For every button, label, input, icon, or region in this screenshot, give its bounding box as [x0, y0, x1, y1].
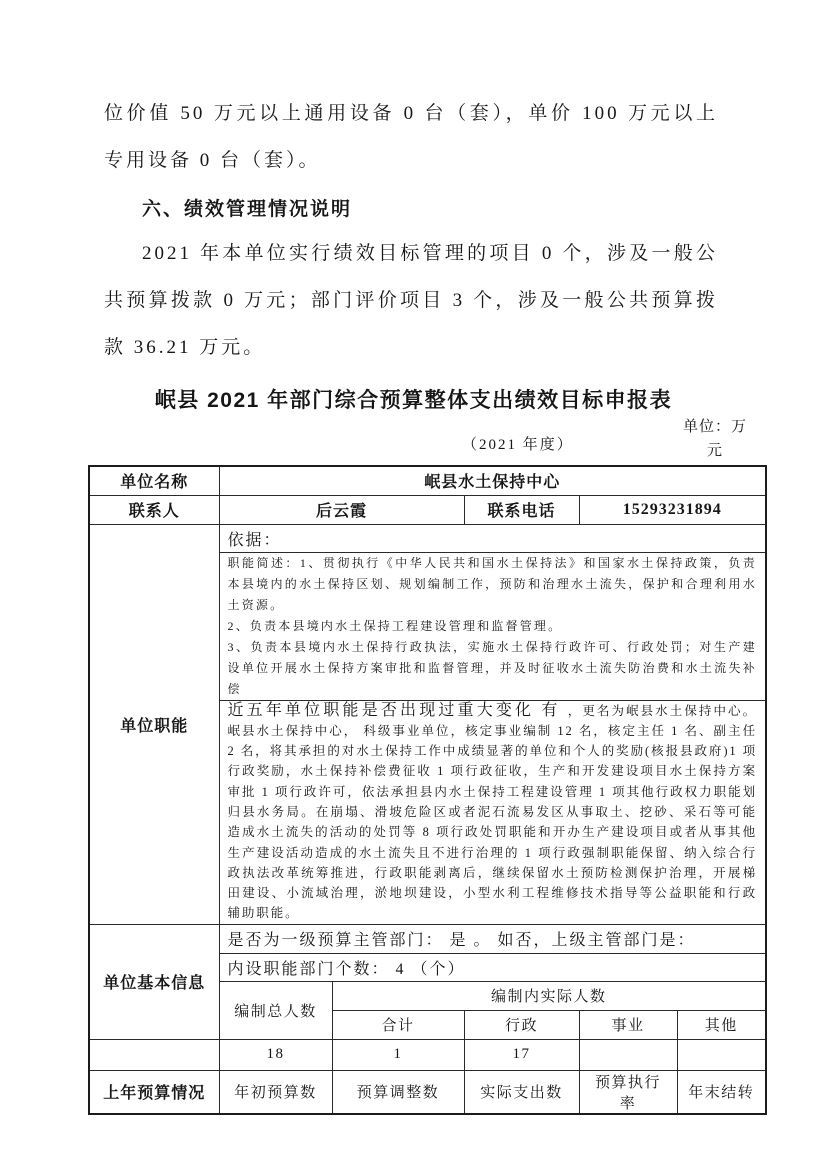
contact-label: 联系人	[89, 495, 219, 524]
table-title: 岷县 2021 年部门综合预算整体支出绩效目标申报表	[154, 389, 673, 412]
functions-summary-item-2: 2、负责本县境内水土保持工程建设管理和监督管理。	[227, 618, 563, 633]
staff-value-total: 18	[219, 1039, 332, 1070]
table-meta-row	[88, 419, 765, 465]
staff-col-institution: 事业	[579, 1010, 677, 1039]
staff-total-label: 编制总人数	[219, 981, 332, 1039]
staff-actual-label: 编制内实际人数	[332, 981, 766, 1010]
prev-budget-col-carryover: 年末结转	[677, 1070, 766, 1114]
internal-depts-count: 内设职能部门个数： 4 （个）	[219, 953, 766, 981]
staff-col-admin: 行政	[464, 1010, 579, 1039]
staff-total-value	[89, 1039, 219, 1070]
staff-value-other	[579, 1039, 677, 1070]
functions-basis: 依据：	[219, 524, 766, 552]
row-staff-values	[89, 1039, 766, 1070]
basic-info-label: 单位基本信息	[89, 924, 219, 1039]
row-functions-basis	[89, 524, 766, 552]
prev-budget-col-adjusted: 预算调整数	[332, 1070, 464, 1114]
staff-value-admin: 1	[332, 1039, 464, 1070]
functions-change-detail: ，更名为岷县水土保持中心。岷县水土保持中心， 科级事业单位，核定事业编制 12 名，核定主任 1 名、副主任 2 名，将其承担的对水土保持工作中成绩显著的单位和个人的奖励(核报县政府)1 项行政奖励，水土保持补偿费征收 1 项行政征收，生产和开发建设项目水土保持方案审批 1 项行政许可，依法承担县内水土保持工程建设管理 1 项其他行政权力职能划归县水务局。在崩塌、滑坡危险区或者泥石流易发区从事取土、挖砂、采石等可能造成水土流失的活动的处罚等 8 项行政处罚职能和开办生产建设项目或者从事其他生产建设活动造成的水土流失且不进行治理的 1 项行政强制职能保留、纳入综合行政执法改革统筹推进，行政职能剥离后，继续保留水土预防检测保护治理，开展梯田建设、小流域治理，淤地坝建设，小型水利工程维修技术指导等公益职能和行政辅助职能。	[227, 703, 757, 921]
staff-col-other: 其他	[677, 1010, 766, 1039]
staff-value-institution: 17	[464, 1039, 579, 1070]
prev-budget-col-initial: 年初预算数	[219, 1070, 332, 1114]
functions-summary-cell	[219, 552, 766, 700]
prev-budget-col-rate: 预算执行率	[579, 1070, 677, 1114]
functions-change-cell	[219, 700, 766, 924]
row-contact	[89, 495, 766, 524]
unit-note-label: 单位：万元	[682, 419, 747, 459]
phone-value: 15293231894	[579, 495, 766, 524]
functions-summary-item-1: 职能简述：1、贯彻执行《中华人民共和国水土保持法》和国家水土保持政策，负责本县境内的水土保持区划、规划编制工作，预防和治理水土流失，保护和合理利用水土资源。	[227, 555, 757, 612]
row-prev-budget	[89, 1070, 766, 1114]
staff-col-total: 合计	[332, 1010, 464, 1039]
paragraph-performance-summary: 2021 年本单位实行绩效目标管理的项目 0 个，涉及一般公共预算拨款 0 万元；部门评价项目 3 个，涉及一般公共预算拨款 36.21 万元。	[104, 243, 718, 358]
contact-value: 后云霞	[219, 495, 464, 524]
prev-budget-col-actual: 实际支出数	[464, 1070, 579, 1114]
table-year-label: （2021 年度）	[462, 437, 574, 453]
row-primary-dept	[89, 924, 766, 953]
unit-name-label: 单位名称	[89, 466, 219, 495]
primary-dept-question: 是否为一级预算主管部门： 是 。 如否，上级主管部门是：	[219, 924, 766, 953]
functions-label: 单位职能	[89, 524, 219, 924]
functions-summary-item-3: 3、负责本县境内水土保持行政执法，实施水土保持行政许可、行政处罚；对生产建设单位开展水土保持方案审批和监督管理，并及时征收水土流失防治费和水土流失补偿	[227, 639, 757, 696]
row-unit-name	[89, 466, 766, 495]
performance-target-table	[88, 465, 767, 1115]
phone-label: 联系电话	[464, 495, 579, 524]
section-heading-performance: 六、绩效管理情况说明	[142, 199, 353, 220]
paragraph-equipment: 位价值 50 万元以上通用设备 0 台（套），单价 100 万元以上专用设备 0 台（套）。	[104, 103, 718, 171]
functions-change-question: 近五年单位职能是否出现过重大变化 有	[227, 701, 568, 719]
unit-name-value: 岷县水土保持中心	[219, 466, 766, 495]
prev-budget-label: 上年预算情况	[89, 1070, 219, 1114]
